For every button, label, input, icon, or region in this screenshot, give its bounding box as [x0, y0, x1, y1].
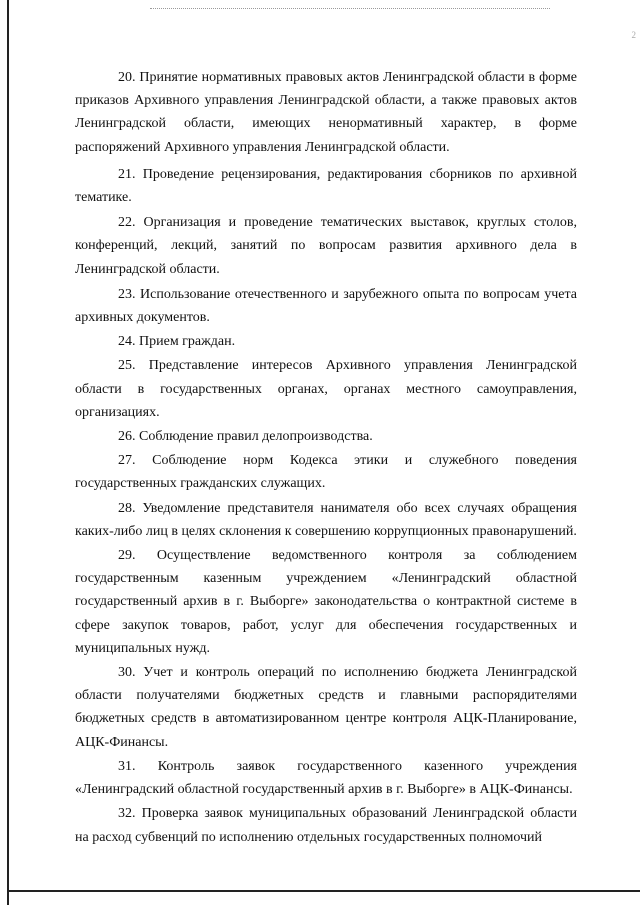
paragraph-31: 31. Контроль заявок государственного казенного учреждения «Ленинградский областной государственный архив в г. Выборге» в АЦК-Финансы. [75, 758, 577, 798]
scan-edge-top [150, 8, 550, 9]
paragraph-32: 32. Проверка заявок муниципальных образований Ленинградской области на расход субвенций по исполнению отдельных государственных полномочий [75, 806, 577, 845]
paragraph-25: 25. Представление интересов Архивного управления Ленинградской области в государственных органах, органах местного самоуправления, организациях. [75, 358, 577, 420]
paragraph-20: 20. Принятие нормативных правовых актов Ленинградской области в форме приказов Архивного управления Ленинградской области, а также правовых актов Ленинградской области, имеющих ненормативный характер, в форме распоряжений Архивного управления Ленинградской области. [75, 70, 577, 155]
paragraph-28: 28. Уведомление представителя нанимателя обо всех случаях обращения каких-либо лиц в целях склонения к совершению коррупционных правонарушений. [75, 500, 577, 539]
paragraph-21: 21. Проведение рецензирования, редактирования сборников по архивной тематике. [75, 166, 577, 206]
scan-edge-left [7, 0, 9, 905]
page-number: 2 [631, 30, 636, 40]
paragraph-26: 26. Соблюдение правил делопроизводства. [118, 429, 373, 445]
document-text [75, 66, 577, 849]
paragraph-24: 24. Прием граждан. [118, 334, 236, 350]
paragraph-22: 22. Организация и проведение тематических выставок, круглых столов, конференций, лекций, занятий по вопросам развития архивного дела в Ленинградской области. [75, 215, 577, 277]
paragraph-23: 23. Использование отечественного и зарубежного опыта по вопросам учета архивных документов. [75, 286, 577, 326]
paragraph-30: 30. Учет и контроль операций по исполнению бюджета Ленинградской области получателями бюджетных средств и главными распорядителями бюджетных средств в автоматизированном центре контроля АЦК-Планирование, АЦК-Финансы. [75, 665, 577, 750]
scan-edge-bottom [7, 890, 640, 892]
paragraph-27: 27. Соблюдение норм Кодекса этики и служебного поведения государственных гражданских служащих. [75, 453, 577, 492]
paragraph-29: 29. Осуществление ведомственного контроля за соблюдением государственным казенным учреждением «Ленинградский областной государственный архив в г. Выборге» законодательства о контрактной системе в сфере закупок товаров, работ, услуг для обеспечения государственных и муниципальных нужд. [75, 548, 577, 656]
